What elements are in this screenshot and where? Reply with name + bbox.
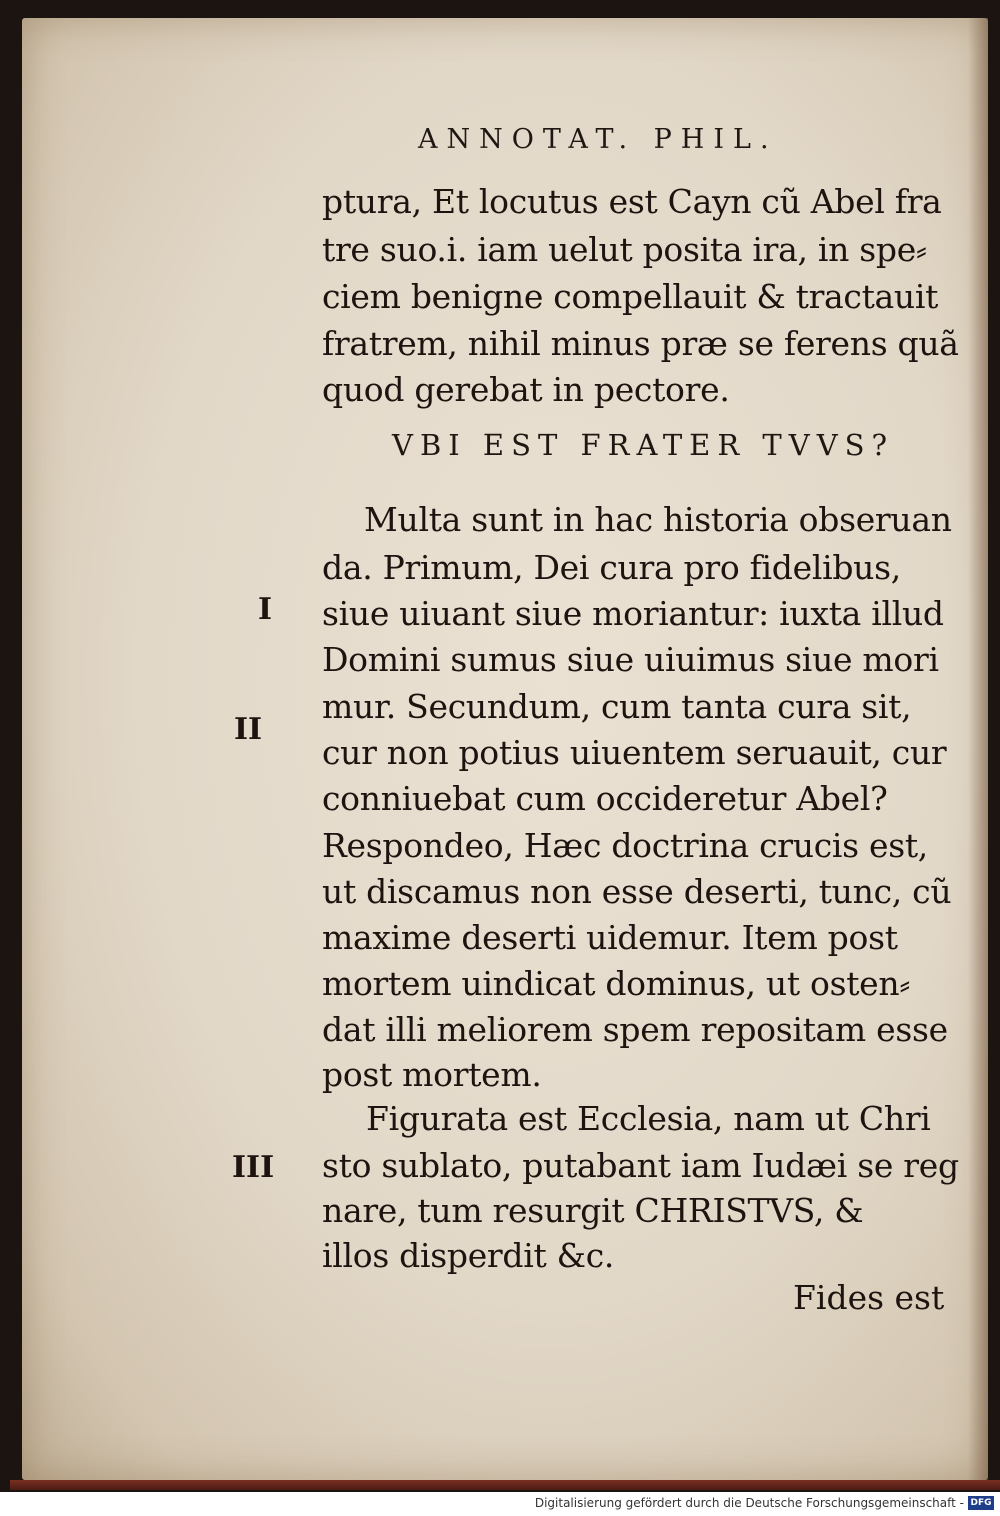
text-line: quod gerebat in pectore. [322,370,730,409]
section-heading: VBI EST FRATER TVVS? [392,428,895,462]
text-line: ut discamus non esse deserti, tunc, cũ [322,872,952,911]
page-edge [10,1480,1000,1490]
text-line: nare, tum resurgit CHRISTVS, & [322,1191,864,1230]
text-line: Multa sunt in hac historia obseruan [364,500,952,539]
dfg-logo-icon: DFG [968,1496,994,1510]
text-line: fratrem, nihil minus præ se ferens quã [322,324,959,363]
text-line: ptura, Et locutus est Cayn cũ Abel fra [322,182,942,221]
margin-note-1: I [258,592,273,627]
text-line: Figurata est Ecclesia, nam ut Chri [366,1099,931,1138]
running-head: ANNOTAT. PHIL. [418,124,778,155]
margin-note-2: II [234,712,263,747]
text-line: conniuebat cum occideretur Abel? [322,779,888,818]
text-line: mur. Secundum, cum tanta cura sit, [322,687,912,726]
text-line: siue uiuant siue moriantur: iuxta illud [322,594,944,633]
text-line: maxime deserti uidemur. Item post [322,918,898,957]
page-gutter [968,18,988,1480]
text-line: tre suo.i. iam uelut posita ira, in spe⸗ [322,230,927,269]
text-line: post mortem. [322,1055,542,1094]
text-line: illos disperdit &c. [322,1236,615,1275]
text-line: ciem benigne compellauit & tractauit [322,277,939,316]
footer-bar [0,1492,1000,1516]
text-line: da. Primum, Dei cura pro fidelibus, [322,548,901,587]
text-line: sto sublato, putabant iam Iudæi se reg [322,1146,959,1185]
footer-credit: Digitalisierung gefördert durch die Deutsche Forschungsgemeinschaft - [534,1496,964,1510]
text-line: Domini sumus siue uiuimus siue mori [322,640,939,679]
margin-note-3: III [232,1150,275,1185]
text-line: Respondeo, Hæc doctrina crucis est, [322,826,928,865]
catchword: Fides est [793,1278,945,1317]
text-line: mortem uindicat dominus, ut osten⸗ [322,964,911,1003]
text-line: dat illi meliorem spem repositam esse [322,1010,948,1049]
text-line: cur non potius uiuentem seruauit, cur [322,733,947,772]
